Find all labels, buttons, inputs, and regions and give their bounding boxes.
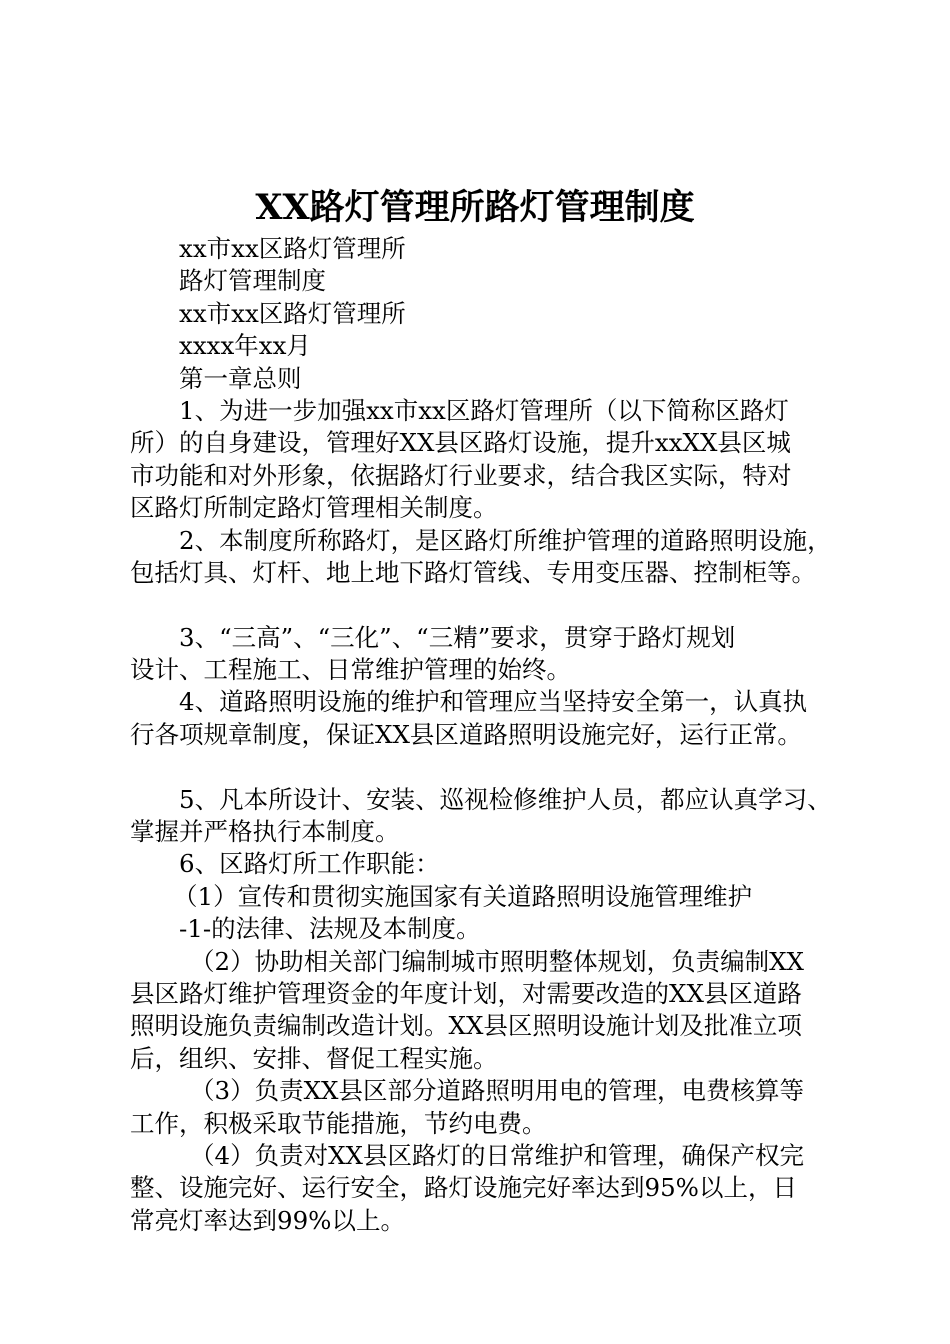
paragraph-line: 工作，积极采取节能措施，节约电费。 [130, 1108, 547, 1138]
paragraph-line: 照明设施负责编制改造计划。XX县区照明设施计划及批准立项 [130, 1011, 802, 1041]
paragraph-line: -1-的法律、法规及本制度。 [179, 914, 481, 944]
issuer-line: xx市xx区路灯管理所 [179, 298, 406, 328]
paragraph-line: （1）宣传和贯彻实施国家有关道路照明设施管理维护 [173, 881, 753, 911]
paragraph-line: 设计、工程施工、日常维护管理的始终。 [130, 655, 571, 685]
paragraph-line: 4、道路照明设施的维护和管理应当坚持安全第一，认真执 [179, 687, 808, 717]
blank-line [130, 589, 850, 621]
document-title: XX路灯管理所路灯管理制度 [255, 187, 695, 228]
paragraph-line: 1、为进一步加强xx市xx区路灯管理所（以下简称区路灯 [179, 395, 789, 425]
paragraph-line: 6、区路灯所工作职能： [179, 849, 440, 879]
paragraph-line: 所）的自身建设，管理好XX县区路灯设施，提升xxXX县区城 [130, 428, 791, 458]
doc-name-line: 路灯管理制度 [179, 266, 326, 296]
paragraph-line: 5、凡本所设计、安装、巡视检修维护人员，都应认真学习、 [179, 784, 832, 814]
paragraph-line: （4）负责对XX县区路灯的日常维护和管理，确保产权完 [190, 1140, 804, 1170]
document-body [130, 233, 850, 1237]
paragraph-line: 整、设施完好、运行安全，路灯设施完好率达到95%以上，日 [130, 1173, 797, 1203]
paragraph-line: 掌握并严格执行本制度。 [130, 817, 400, 847]
chapter-heading: 第一章总则 [179, 363, 302, 393]
paragraph-line: 包括灯具、灯杆、地上地下路灯管线、专用变压器、控制柜等。 [130, 557, 816, 587]
paragraph-line: 县区路灯维护管理资金的年度计划，对需要改造的XX县区道路 [130, 978, 802, 1008]
paragraph-line: 3、“三高”、“三化”、“三精”要求，贯穿于路灯规划 [179, 622, 736, 652]
paragraph-line: （3）负责XX县区部分道路照明用电的管理，电费核算等 [190, 1076, 804, 1106]
paragraph-line: 2、本制度所称路灯，是区路灯所维护管理的道路照明设施， [179, 525, 832, 555]
blank-line [130, 751, 850, 783]
date-line: xxxx年xx月 [179, 331, 311, 361]
paragraph-line: 市功能和对外形象，依据路灯行业要求，结合我区实际，特对 [130, 460, 792, 490]
paragraph-line: （2）协助相关部门编制城市照明整体规划，负责编制XX [190, 946, 804, 976]
org-name-line: xx市xx区路灯管理所 [179, 234, 406, 263]
paragraph-line: 常亮灯率达到99%以上。 [130, 1205, 405, 1235]
paragraph-line: 行各项规章制度，保证XX县区道路照明设施完好，运行正常。 [130, 719, 802, 749]
paragraph-line: 后，组织、安排、督促工程实施。 [130, 1043, 498, 1073]
paragraph-line: 区路灯所制定路灯管理相关制度。 [130, 493, 498, 523]
